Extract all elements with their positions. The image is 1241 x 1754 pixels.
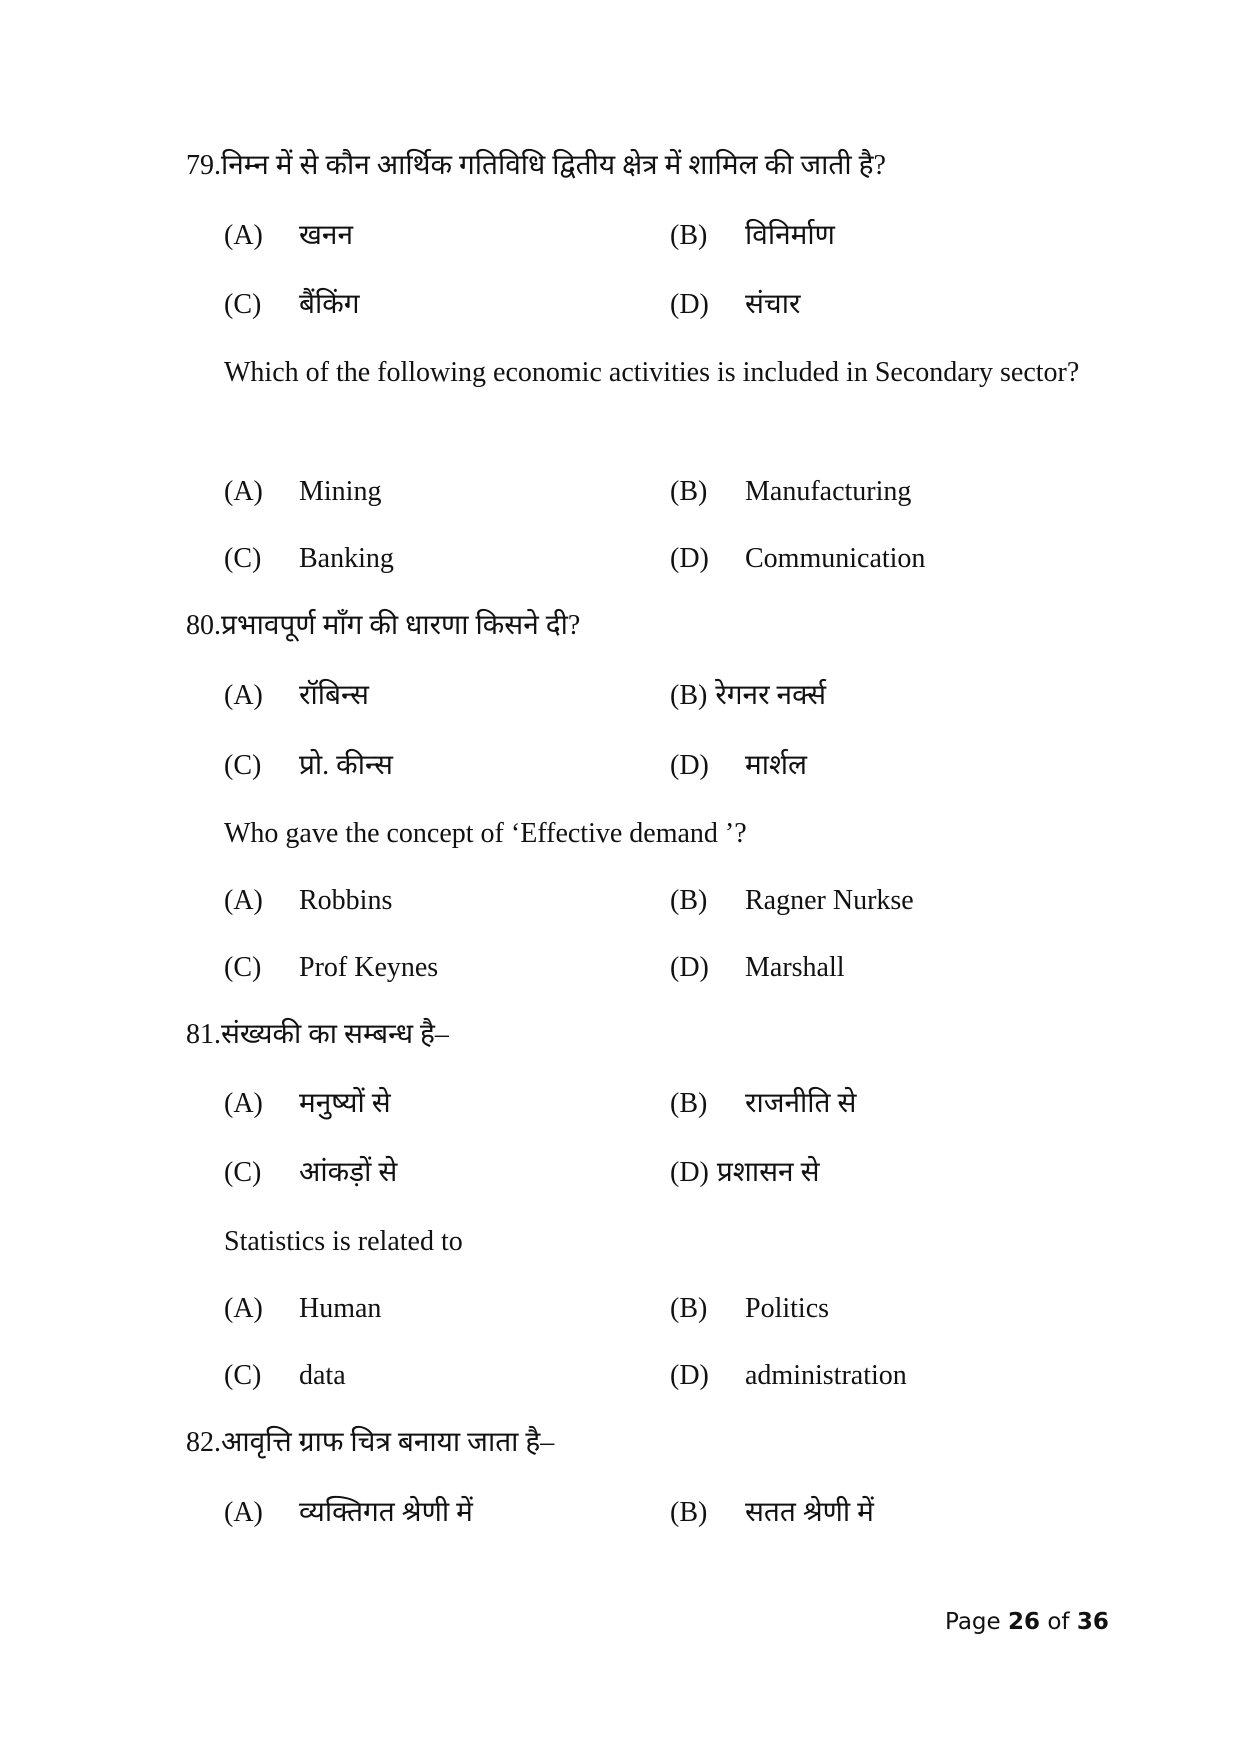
option-text: प्रशासन से: [716, 1157, 820, 1188]
option-text: Marshall: [745, 952, 845, 983]
option-label: (B): [670, 680, 708, 711]
question-number: 80.: [186, 610, 221, 641]
option-label: (B): [670, 476, 708, 507]
question-text: संख्यकी का सम्बन्ध है–: [221, 1019, 449, 1050]
option-label: (A): [224, 680, 263, 711]
option-label: (A): [224, 476, 263, 507]
option-text: आंकड़ों से: [299, 1157, 398, 1188]
option-text: रॉबिन्स: [299, 680, 369, 711]
option-label: (B): [670, 1088, 708, 1119]
option-text: बैंकिंग: [299, 289, 360, 320]
option-b: [670, 472, 911, 512]
option-d: [670, 746, 807, 786]
question-text: आवृत्ति ग्राफ चित्र बनाया जाता है–: [221, 1427, 555, 1458]
question-80-english: Who gave the concept of ‘Effective demand ’?: [224, 818, 747, 849]
option-text: रेगनर नर्क्स: [715, 680, 827, 711]
option-text: Robbins: [299, 885, 393, 916]
question-82-hindi: [186, 1423, 554, 1463]
option-label: (B): [670, 1497, 708, 1528]
page-footer: [945, 1607, 1109, 1637]
option-d: [670, 539, 925, 579]
option-b: [670, 1493, 874, 1533]
option-label: (C): [224, 289, 262, 320]
option-text: संचार: [745, 289, 801, 320]
option-label: (C): [224, 750, 262, 781]
option-a: [224, 1289, 381, 1329]
option-label: (C): [224, 543, 262, 574]
option-text: Ragner Nurkse: [745, 885, 914, 916]
option-text: मनुष्यों से: [299, 1088, 391, 1119]
option-c: [224, 1153, 397, 1193]
option-a: [224, 1084, 391, 1124]
option-d: [670, 1153, 820, 1193]
question-81-hindi: [186, 1015, 449, 1055]
option-text: प्रो. कीन्स: [299, 750, 393, 781]
option-b: [670, 216, 835, 256]
page-word: Page: [945, 1609, 1001, 1635]
page-number: 26: [1008, 1609, 1041, 1635]
option-a: [224, 472, 381, 512]
option-b: [670, 1084, 856, 1124]
option-c: [224, 948, 438, 988]
option-label: (D): [670, 952, 709, 983]
option-label: (C): [224, 1157, 262, 1188]
option-text: राजनीति से: [745, 1088, 857, 1119]
option-text: Human: [299, 1293, 382, 1324]
option-text: administration: [745, 1360, 907, 1391]
question-81-english: Statistics is related to: [224, 1226, 463, 1257]
option-c: [224, 1356, 346, 1396]
option-a: [224, 216, 353, 256]
option-label: (D): [670, 543, 709, 574]
option-label: (D): [670, 1360, 709, 1391]
option-c: [224, 285, 360, 325]
option-label: (D): [670, 750, 709, 781]
option-text: data: [299, 1360, 346, 1391]
option-text: Communication: [745, 543, 926, 574]
option-label: (A): [224, 1293, 263, 1324]
question-80-hindi: [186, 606, 580, 646]
question-number: 82.: [186, 1427, 221, 1458]
option-a: [224, 676, 369, 716]
option-d: [670, 1356, 907, 1396]
option-label: (D): [670, 289, 709, 320]
option-a: [224, 881, 392, 921]
option-text: Prof Keynes: [299, 952, 439, 983]
option-c: [224, 539, 394, 579]
option-c: [224, 746, 393, 786]
option-text: खनन: [299, 220, 353, 251]
option-d: [670, 948, 845, 988]
option-label: (C): [224, 952, 262, 983]
option-d: [670, 285, 800, 325]
option-text: Manufacturing: [745, 476, 912, 507]
option-b: [670, 676, 826, 716]
option-text: व्यक्तिगत श्रेणी में: [299, 1497, 473, 1528]
option-b: [670, 1289, 829, 1329]
option-label: (B): [670, 885, 708, 916]
option-label: (A): [224, 885, 263, 916]
option-label: (A): [224, 220, 263, 251]
total-pages: 36: [1076, 1609, 1109, 1635]
question-79-hindi: [186, 146, 886, 186]
option-text: Mining: [299, 476, 382, 507]
option-label: (A): [224, 1088, 263, 1119]
option-label: (A): [224, 1497, 263, 1528]
option-label: (B): [670, 220, 708, 251]
option-a: [224, 1493, 473, 1533]
option-text: मार्शल: [745, 750, 808, 781]
question-79-english: Which of the following economic activities is included in Secondary sector?: [224, 357, 1080, 388]
question-number: 81.: [186, 1019, 221, 1050]
question-text: निम्न में से कौन आर्थिक गतिविधि द्वितीय क्षेत्र में शामिल की जाती है?: [221, 150, 886, 181]
question-number: 79.: [186, 150, 221, 181]
option-b: [670, 881, 914, 921]
option-label: (D): [670, 1157, 709, 1188]
option-text: Politics: [745, 1293, 830, 1324]
question-text: प्रभावपूर्ण माँग की धारणा किसने दी?: [221, 610, 581, 641]
option-text: Banking: [299, 543, 394, 574]
option-text: सतत श्रेणी में: [745, 1497, 874, 1528]
option-label: (C): [224, 1360, 262, 1391]
option-text: विनिर्माण: [745, 220, 835, 251]
option-label: (B): [670, 1293, 708, 1324]
of-word: of: [1047, 1609, 1070, 1635]
